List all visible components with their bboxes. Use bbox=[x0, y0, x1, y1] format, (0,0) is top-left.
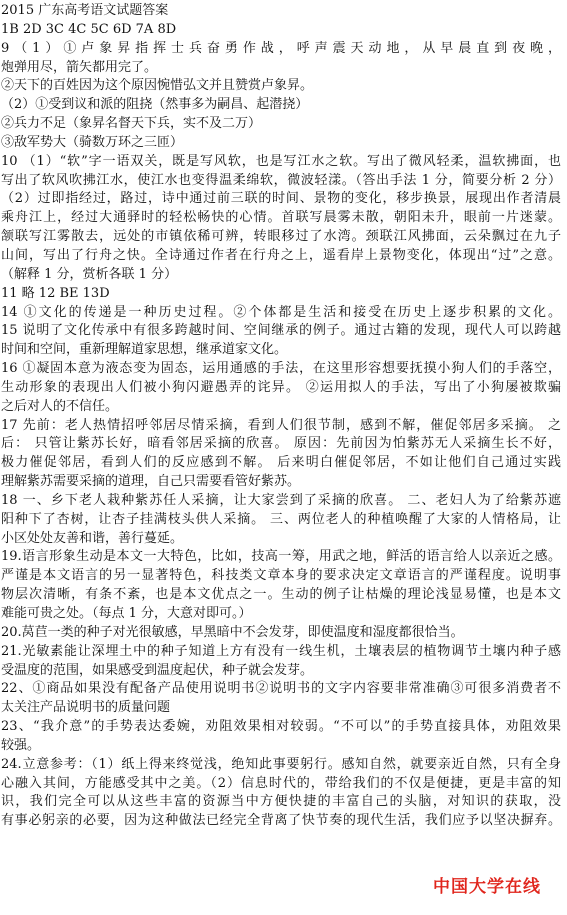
text-line: 19.语言形象生动是本文一大特色，比如，技高一筹，用武之地，鲜活的语言给人以亲近之感。 bbox=[1, 549, 561, 565]
text-line: 有事必躬亲的必要，因为这种做法已经完全背离了快节奏的现代生活，我们应予以坚决摒弃。 bbox=[1, 813, 561, 829]
text-line: 识，我们完全可以从这些丰富的资源当中方便快捷的丰富自己的头脑，对知识的获取，没 bbox=[1, 794, 561, 810]
text-line: 山间，写出了行舟之快。全诗通过作者在行舟之上，遥看岸上景物变化，体现出“过”之意。 bbox=[1, 247, 561, 263]
text-line: 23、“我介意”的手势表达委婉，劝阻效果相对较弱。“不可以”的手势直接具体，劝阻效果 bbox=[1, 719, 561, 735]
text-line: 16 ①凝固本意为液态变为固态，运用通感的手法，在这里形容想要抚摸小狗人们的手落空， bbox=[1, 361, 561, 377]
text-line: 21.光敏素能让深埋土中的种子知道上方有没有一线生机，土壤表层的植物调节土壤内种子感 bbox=[1, 643, 561, 659]
text-line: 颔联写江雾散去，远处的市镇依稀可辨，转眼移过了水湾。颈联江风拂面，云朵飘过在九子 bbox=[1, 229, 561, 245]
text-line: 之后对人的不信任。 bbox=[1, 398, 119, 414]
text-line: 严谨是本文语言的另一显著特色，科技类文章本身的要求决定文章语言的严谨程度。说明事 bbox=[1, 568, 561, 584]
document-title: 2015 广东高考语文试题答案 bbox=[1, 3, 169, 18]
text-line: 生动形象的表现出人们被小狗闪避愚弄的诧异。 ②运用拟人的手法，写出了小狗屡被欺骗 bbox=[1, 379, 561, 395]
text-line: （2）过即指经过，路过，诗中通过前三联的时间、景物的变化，移步换景，展现出作者清晨 bbox=[1, 191, 561, 207]
text-line: 后： 只管让紫苏长好，暗看邻居采摘的欣喜。 原因：先前因为怕紫苏无人采摘生长不好， bbox=[1, 436, 561, 452]
text-line: 22、①商品如果没有配备产品使用说明书②说明书的文字内容要非常准确③可很多消费者不 bbox=[1, 681, 561, 697]
text-line: 18 一、乡下老人栽种紫苏任人采摘，让大家尝到了采摘的欣喜。 二、老妇人为了给紫苏遮 bbox=[1, 492, 561, 508]
text-line: 极力催促邻居，看到人们的反应感到不解。 后来明白催促邻居，不如让他们自己通过实践 bbox=[1, 455, 561, 471]
text-line: 1B 2D 3C 4C 5C 6D 7A 8D bbox=[1, 21, 177, 37]
text-line: 9（1）①卢象昇指挥士兵奋勇作战，呼声震天动地，从早晨直到夜晚， bbox=[1, 40, 561, 56]
text-line: （2）①受到议和派的阻挠（然事多为嗣昌、起潜挠） bbox=[1, 97, 309, 113]
text-line: 小区处处友善和谐，善行蔓延。 bbox=[1, 530, 184, 546]
text-line: 15 说明了文化传承中有很多跨越时间、空间继承的例子。通过古籍的发现，现代人可以跨越 bbox=[1, 323, 561, 339]
text-line: 物层次清晰，有条不紊，也是本文优点之一。生动的例子让枯燥的理论浅显易懂，也是本文 bbox=[1, 587, 561, 603]
text-line: 14 ①文化的传递是一种历史过程。②个体都是生活和接受在历史上逐步积累的文化。 bbox=[1, 304, 561, 320]
site-watermark: 中国大学在线 bbox=[433, 872, 541, 897]
text-line: 乘舟江上，经过大通驿时的轻松畅快的心情。首联写晨雾未散，朝阳未升，眼前一片迷蒙。 bbox=[1, 210, 561, 226]
text-line: 阳种下了杏树，让杏子挂满枝头供人采摘。 三、两位老人的种植唤醒了大家的人情格局，让 bbox=[1, 511, 561, 527]
text-line: 受温度的范围，如果感受到温度起伏，种子就会发芽。 bbox=[1, 662, 314, 678]
text-line: 理解紫苏需要采摘的道理，自己只需要看管好紫苏。 bbox=[1, 474, 301, 490]
text-line: ②兵力不足（象昇名督天下兵，实不及二万） bbox=[1, 116, 262, 132]
text-line: ②天下的百姓因为这个原因惋惜弘文并且赞赏卢象昇。 bbox=[1, 78, 314, 94]
text-line: 心融入其间，方能感受其中之美。（2）信息时代的，带给我们的不仅是便捷，更是丰富的知 bbox=[1, 775, 561, 791]
text-line: 时间和空间，重新理解道家思想，继承道家文化。 bbox=[1, 342, 288, 358]
text-line: 写出了软风吹拂江水，使江水也变得温柔绵软，微波轻漾。（答出手法 1 分，简要分析 2 分） bbox=[1, 172, 561, 188]
text-line: ③敌军势大（骑数万环之三匝） bbox=[1, 134, 184, 150]
text-line: 较强。 bbox=[1, 737, 41, 753]
text-line: 11 略 12 BE 13D bbox=[1, 285, 110, 301]
text-line: 24.立意参考：（1）纸上得来终觉浅，绝知此事要躬行。感知自然，就要亲近自然，只有全身 bbox=[1, 756, 561, 772]
text-line: 炮弹用尽，箭矢都用完了。 bbox=[1, 59, 158, 75]
text-line: 17 先前：老人热情招呼邻居尽情采摘，看到人们很节制，感到不解，催促邻居多采摘。 之 bbox=[1, 417, 561, 433]
text-line: 太关注产品说明书的质量问题 bbox=[1, 700, 171, 716]
text-line: 20.莴苣一类的种子对光很敏感，早黑暗中不会发芽，即使温度和湿度都很恰当。 bbox=[1, 624, 464, 640]
answer-lines bbox=[1, 21, 561, 831]
text-line: 10 （1）“软”字一语双关，既是写风软，也是写江水之软。写出了微风轻柔，温软拂面，也 bbox=[1, 153, 561, 169]
text-line: （解释 1 分，赏析各联 1 分） bbox=[1, 266, 178, 282]
text-line: 难能可贵之处。（每点 1 分，大意对即可。） bbox=[1, 606, 252, 621]
